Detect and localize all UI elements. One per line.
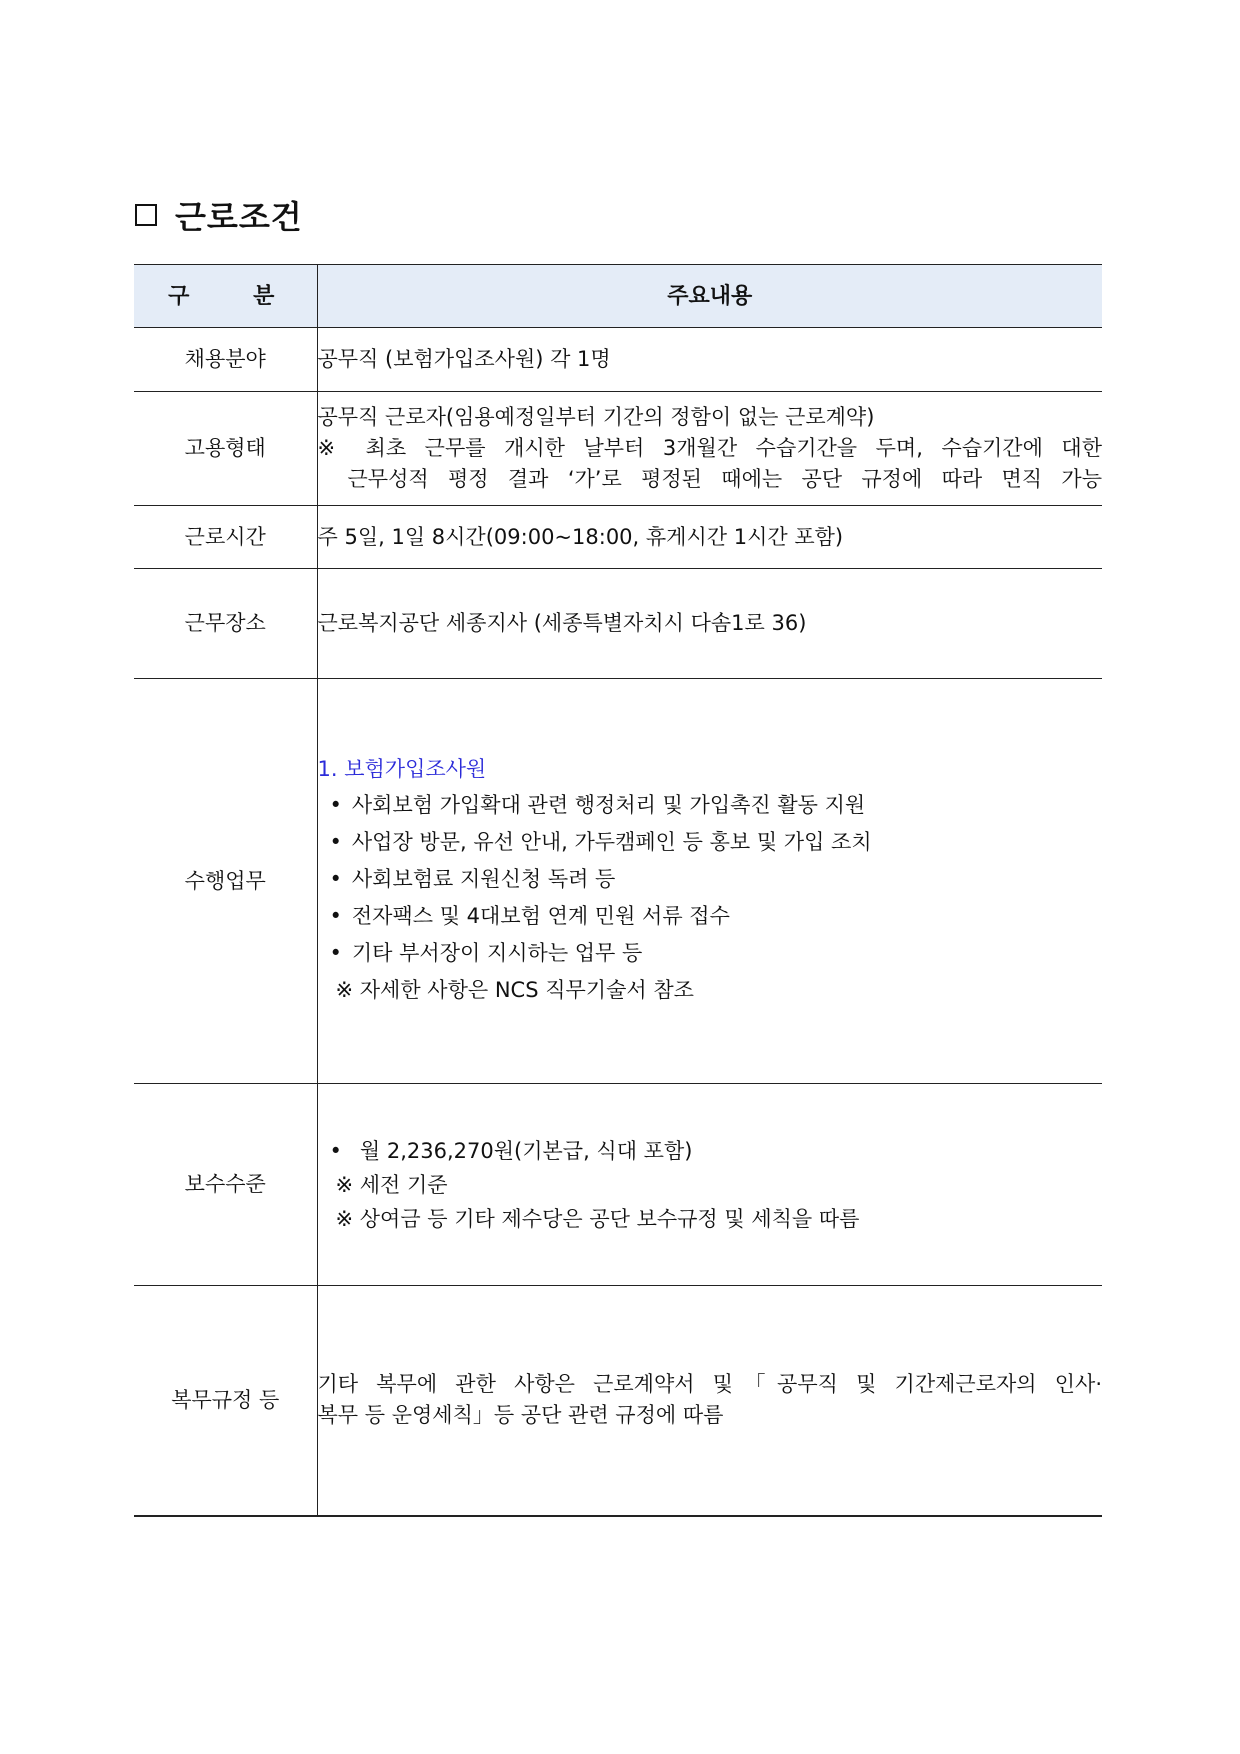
list-item: • 기타 부서장이 지시하는 업무 등 bbox=[329, 940, 643, 965]
table-row bbox=[134, 392, 1102, 506]
row-content-hours bbox=[317, 506, 1102, 569]
table-row bbox=[134, 328, 1102, 392]
employment-note-line2: 근무성적 평정 결과 ‘가’로 평정된 때에는 공단 규정에 따라 면직 가능 bbox=[347, 467, 1102, 491]
row-content-pay bbox=[317, 1084, 1102, 1286]
row-content-duties bbox=[317, 679, 1102, 1084]
square-bullet-icon bbox=[135, 204, 157, 226]
duties-note: ※ 자세한 사항은 NCS 직무기술서 참조 bbox=[335, 977, 694, 1002]
list-item: • 사회보험 가입확대 관련 행정처리 및 가입촉진 활동 지원 bbox=[329, 792, 866, 817]
pay-item: • 월 2,236,270원(기본급, 식대 포함) bbox=[329, 1138, 693, 1163]
row-label-hours: 근로시간 bbox=[134, 506, 317, 569]
row-content-field bbox=[317, 328, 1102, 392]
table-row bbox=[134, 679, 1102, 1084]
duties-subtitle: 1. 보험가입조사원 bbox=[317, 756, 487, 781]
row-label-location: 근무장소 bbox=[134, 569, 317, 679]
location-text: 근로복지공단 세종지사 (세종특별자치시 다솜1로 36) bbox=[317, 611, 807, 635]
bullet-dot-icon: • bbox=[329, 792, 342, 817]
list-item: • 전자팩스 및 4대보험 연계 민원 서류 접수 bbox=[329, 903, 730, 928]
table-row bbox=[134, 569, 1102, 679]
row-label-duties: 수행업무 bbox=[134, 679, 317, 1084]
row-label-rules: 복무규정 등 bbox=[134, 1286, 317, 1516]
bullet-dot-icon: • bbox=[329, 1138, 342, 1163]
working-conditions-table bbox=[134, 264, 1102, 1517]
pay-note-tax: ※ 세전 기준 bbox=[335, 1172, 448, 1197]
row-content-employment bbox=[317, 392, 1102, 506]
table-row bbox=[134, 506, 1102, 569]
hours-text: 주 5일, 1일 8시간(09:00~18:00, 휴게시간 1시간 포함) bbox=[317, 524, 844, 549]
bullet-dot-icon: • bbox=[329, 829, 342, 854]
section-heading bbox=[135, 192, 303, 238]
table-header-row bbox=[134, 265, 1102, 328]
field-text: 공무직 (보험가입조사원) 각 1명 bbox=[317, 347, 611, 371]
row-label-pay: 보수수준 bbox=[134, 1084, 317, 1286]
row-content-location bbox=[317, 569, 1102, 679]
header-content: 주요내용 bbox=[317, 265, 1102, 328]
bullet-dot-icon: • bbox=[329, 940, 342, 965]
rules-text-line1: 기타 복무에 관한 사항은 근로계약서 및「공무직 및 기간제근로자의 인사· bbox=[317, 1372, 1102, 1397]
header-category: 구 분 bbox=[134, 265, 317, 328]
section-title: 근로조건 bbox=[175, 198, 303, 236]
employment-text: 공무직 근로자(임용예정일부터 기간의 정함이 없는 근로계약) bbox=[317, 405, 875, 429]
rules-text-line2: 복무 등 운영세칙」등 공단 관련 규정에 따름 bbox=[317, 1403, 724, 1428]
bullet-dot-icon: • bbox=[329, 903, 342, 928]
list-item: • 사업장 방문, 유선 안내, 가두캠페인 등 홍보 및 가입 조치 bbox=[329, 829, 872, 854]
table-row bbox=[134, 1084, 1102, 1286]
row-content-rules bbox=[317, 1286, 1102, 1516]
pay-note-allowance: ※ 상여금 등 기타 제수당은 공단 보수규정 및 세칙을 따름 bbox=[335, 1206, 860, 1231]
row-label-employment: 고용형태 bbox=[134, 392, 317, 506]
table-row bbox=[134, 1286, 1102, 1516]
row-label-field: 채용분야 bbox=[134, 328, 317, 392]
bullet-dot-icon: • bbox=[329, 866, 342, 891]
list-item: • 사회보험료 지원신청 독려 등 bbox=[329, 866, 616, 891]
employment-note-line1: ※ 최초 근무를 개시한 날부터 3개월간 수습기간을 두며, 수습기간에 대한 bbox=[317, 436, 1102, 460]
